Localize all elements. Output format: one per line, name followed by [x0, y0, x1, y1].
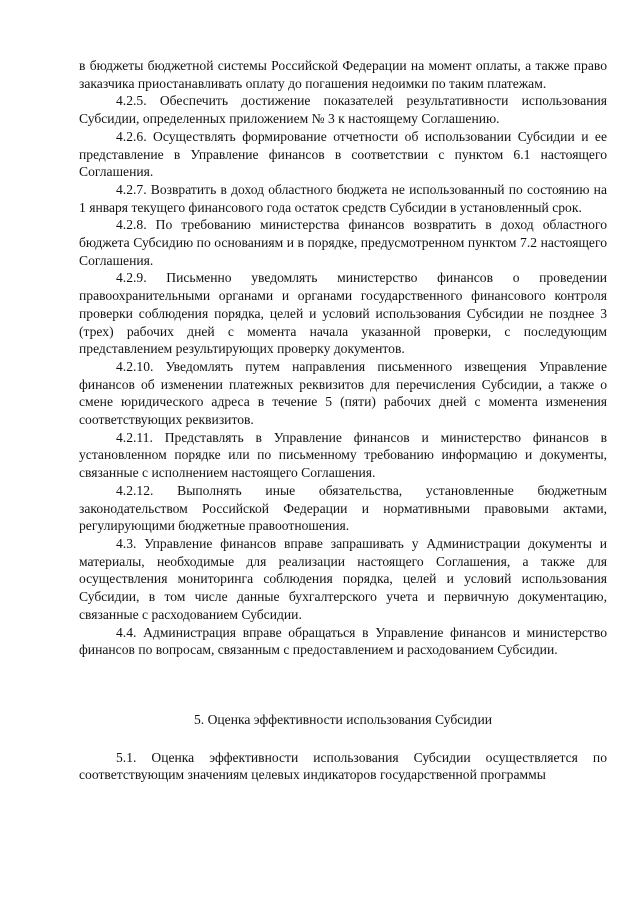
paragraph-4-2-12: 4.2.12. Выполнять иные обязательства, установленные бюджетным законодательством Российской Федерации и нормативными правовыми актами, регулирующими бюджетные правоотношения.	[79, 482, 607, 534]
paragraph-continuation: в бюджеты бюджетной системы Российской Федерации на момент оплаты, а также право заказчика приостанавливать оплату до погашения недоимки по таким платежам.	[79, 58, 607, 91]
spacer	[79, 659, 607, 711]
paragraph-5-1: 5.1. Оценка эффективности использования Субсидии осуществляется по соответствующим значениям целевых индикаторов государственной программы	[79, 749, 607, 783]
paragraph-4-2-8: 4.2.8. По требованию министерства финансов возвратить в доход областного бюджета Субсидию по основаниям и в порядке, предусмотренном пунктом 7.2 настоящего Соглашения.	[79, 217, 607, 268]
paragraph-4-2-5: 4.2.5. Обеспечить достижение показателей результативности использования Субсидии, определенных приложением № 3 к настоящему Соглашению.	[79, 93, 607, 127]
paragraph-4-2-6: 4.2.6. Осуществлять формирование отчетности об использовании Субсидии и ее представление в Управление финансов в соответствии с пунктом 6.1 настоящего Соглашения.	[79, 128, 607, 180]
paragraph-4-2-9: 4.2.9. Письменно уведомлять министерство финансов о проведении правоохранительными органами и органами государственного финансового контроля проверки соблюдения порядка, целей и условий использования Субсидии не позднее 3 (трех) рабочих дней с момента начала указанной проверки, с последующим представлением результирующих проверку документов.	[79, 270, 607, 357]
document-body	[79, 57, 607, 784]
paragraph-4-2-11: 4.2.11. Представлять в Управление финансов и министерство финансов в установленном порядке или по письменному требованию информацию и документы, связанные с исполнением настоящего Соглашения.	[79, 429, 607, 481]
spacer	[79, 729, 607, 749]
section-heading: 5. Оценка эффективности использования Субсидии	[193, 711, 493, 727]
paragraph-4-2-7: 4.2.7. Возвратить в доход областного бюджета не использованный по состоянию на 1 января текущего финансового года остаток средств Субсидии в установленный срок.	[79, 181, 607, 215]
paragraph-4-3: 4.3. Управление финансов вправе запрашивать у Администрации документы и материалы, необходимые для реализации настоящего Соглашения, а также для осуществления мониторинга соблюдения порядка, целей и условий использования Субсидии, в том числе данные бухгалтерского учета и первичную документацию, связанные с расходованием Субсидии.	[79, 535, 607, 622]
paragraph-4-4: 4.4. Администрация вправе обращаться в Управление финансов и министерство финансов по вопросам, связанным с предоставлением и расходованием Субсидии.	[79, 624, 607, 658]
paragraph-4-2-10: 4.2.10. Уведомлять путем направления письменного извещения Управление финансов об изменении платежных реквизитов для перечисления Субсидии, а также о смене юридического адреса в течение 5 (пяти) рабочих дней с момента изменения соответствующих реквизитов.	[79, 358, 607, 428]
